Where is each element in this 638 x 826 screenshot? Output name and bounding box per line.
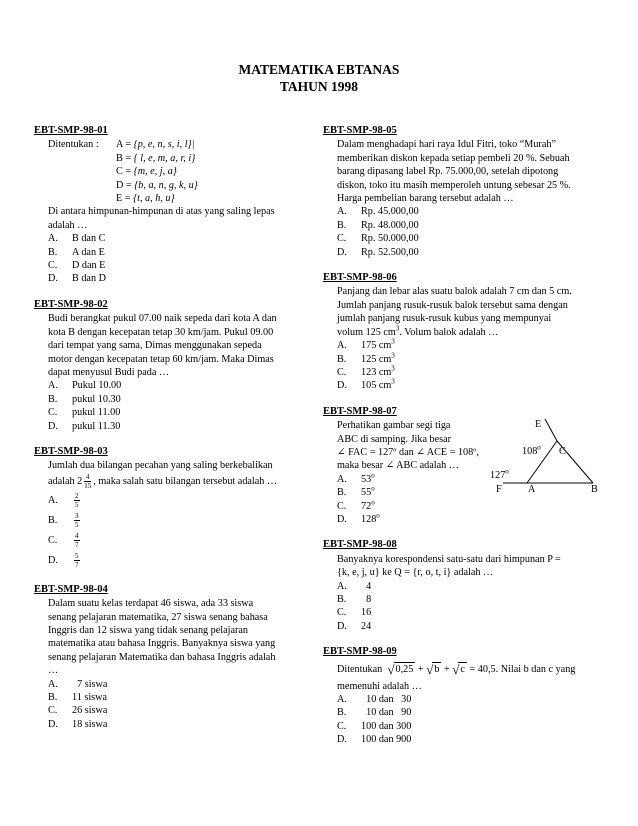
set-row: C = {m, e, j, a} [116, 166, 177, 178]
question-id: EBT-SMP-98-01 [34, 125, 108, 136]
question-text: matematika atau bahasa Inggris. Banyaknya siswa yang [48, 638, 276, 650]
answer-option: B. Rp. 48.000,00 [337, 219, 419, 231]
mixed-fraction: $\frac{4}{15}$ [84, 473, 92, 491]
question-02 [34, 298, 309, 433]
question-id: EBT-SMP-98-09 [323, 646, 397, 658]
label-C: C [559, 445, 566, 457]
answer-option: B. 8 [337, 594, 372, 605]
answer-option: C. D dan E [48, 260, 106, 272]
question-text: Perhatikan gambar segi tiga [337, 420, 451, 432]
question-text: Dalam suatu kelas terdapat 46 siswa, ada 33 siswa [48, 598, 254, 610]
set-row: Ditentukan : A = {p, e, n, s, i, l}| [48, 139, 195, 151]
question-text: barang dipasang label Rp. 75.000,00, setelah dipotong [337, 166, 559, 178]
question-text: adalah 2 $\frac{4}{15}$ , maka salah satu bilangan tersebut adalah … [48, 473, 278, 491]
question-text: Panjang dan lebar alas suatu balok adalah 7 cm dan 5 cm. [337, 286, 572, 298]
question-07 [323, 405, 613, 527]
answer-option: D. 18 siswa [48, 718, 108, 730]
answer-option: D. pukul 11.30 [48, 420, 121, 432]
set-row: E = {t, a, h, u} [116, 193, 175, 205]
question-id: EBT-SMP-98-02 [34, 298, 108, 310]
answer-option: C. 100 dan 300 [337, 720, 412, 732]
question-04 [34, 583, 309, 731]
question-text: adalah … [48, 219, 88, 231]
question-id: EBT-SMP-98-05 [323, 125, 397, 136]
answer-option: B. 125 $cm^3$ [337, 351, 395, 365]
question-text: Budi berangkat pukul 07.00 naik sepeda dari kota A dan [48, 313, 277, 325]
question-text: dari tempat yang sama, Dimas menggunakan sepeda [48, 340, 262, 352]
answer-option: C. 16 [337, 607, 372, 619]
answer-option: D. 100 dan 900 [337, 734, 412, 746]
left-column [34, 124, 309, 743]
answer-option: B. 10 dan 90 [337, 707, 412, 719]
question-text: senang pelajaran Matematika dan bahasa Inggris adalah [48, 651, 276, 663]
answer-option: A. 175 $cm^3$ [337, 337, 395, 352]
question-01 [34, 124, 309, 286]
question-text: Dalam menghadapi hari raya Idul Fitri, toko “Murah” [337, 139, 556, 151]
set-row: B = { l, e, m, a, r, i} [116, 152, 196, 164]
question-text: senang pelajaran matematika, 27 siswa senang bahasa [48, 611, 268, 623]
answer-option: C. pukul 11.00 [48, 407, 121, 419]
label-A: A [528, 483, 536, 495]
question-text: Inggris dan 12 siswa yang tidak senang pelajaran [48, 624, 249, 636]
answer-option: D. 24 [337, 620, 372, 632]
question-03 [34, 445, 309, 571]
answer-option: A. $\frac{2}{5}$ [48, 492, 79, 510]
answer-option: C. Rp. 50.000,00 [337, 233, 419, 245]
answer-option: A. Pukul 10.00 [48, 380, 122, 392]
question-text: ABC di samping. Jika besar [337, 433, 452, 445]
page-title: MATEMATIKA EBTANAS [238, 62, 400, 77]
answer-option: D. 105 $cm^3$ [337, 377, 395, 392]
answer-option: A. 10 dan 30 [337, 694, 412, 706]
right-column [323, 124, 613, 759]
answer-option: C. $\frac{4}{7}$ [48, 532, 79, 550]
question-text: memenuhi adalah … [337, 680, 422, 692]
question-text: dapat menyusul Budi pada … [48, 366, 170, 378]
question-text: {k, e, j, u} ke Q = {r, o, t, i} adalah … [337, 567, 494, 579]
question-text: motor dengan kecepatan tetap 60 km/jam. Maka Dimas [48, 353, 274, 365]
question-text: maka besar ∠ ABC adalah … [337, 460, 459, 472]
label-B: B [591, 483, 598, 495]
question-05 [323, 124, 613, 259]
question-text: kota B dengan kecepatan tetap 30 km/jam. Pukul 09.00 [48, 326, 274, 338]
answer-option: A. 7 siswa [48, 678, 108, 690]
question-id: EBT-SMP-98-03 [34, 445, 108, 457]
question-id: EBT-SMP-98-06 [323, 272, 397, 284]
answer-option: C. 26 siswa [48, 705, 108, 717]
question-09 [323, 645, 613, 746]
question-text: Banyaknya korespondensi satu-satu dari himpunan P = [337, 553, 561, 565]
label-F: F [496, 483, 502, 495]
answer-option: B. A dan E [48, 246, 105, 258]
question-id: EBT-SMP-98-07 [323, 405, 397, 417]
answer-option: C. 72$^o$ [337, 498, 375, 512]
question-text: Harga pembelian barang tersebut adalah … [337, 193, 514, 205]
answer-option: D. $\frac{5}{7}$ [48, 552, 79, 570]
question-08 [323, 538, 613, 633]
question-id: EBT-SMP-98-08 [323, 539, 397, 551]
question-id: EBT-SMP-98-04 [34, 583, 108, 595]
label-E: E [535, 418, 542, 430]
answer-option: D. 128$^o$ [337, 511, 380, 525]
answer-option: D. B dan D [48, 273, 106, 285]
answer-option: B. 55$^o$ [337, 484, 375, 499]
answer-option: A. 53$^o$ [337, 471, 375, 485]
question-text: Jumlah panjang rusuk-rusuk balok tersebut sama dengan [337, 299, 568, 311]
question-text: volum 125 $cm^3$. Volum balok adalah … [337, 324, 499, 338]
radical-icon: √ [387, 661, 395, 677]
set-row: D = {b, a, n, g, k, u} [116, 179, 198, 191]
angle-a-label: 127$^o$ [490, 467, 509, 481]
answer-option: A. Rp. 45.000,00 [337, 206, 419, 218]
answer-option: B. $\frac{3}{5}$ [48, 512, 79, 530]
triangle-figure [493, 413, 603, 493]
angle-c-label: 108$^o$ [522, 443, 541, 457]
radical-icon: √ [426, 661, 434, 677]
question-text: ∠ FAC = 127º dan ∠ ACE = 108º, [337, 446, 479, 458]
question-text: … [48, 665, 59, 677]
answer-option: C. 123 $cm^3$ [337, 364, 395, 378]
answer-option: D. Rp. 52.500,00 [337, 246, 419, 258]
answer-option: A. 4 [337, 580, 372, 592]
page-subtitle: TAHUN 1998 [279, 79, 359, 94]
radical-icon: √ [452, 661, 460, 677]
answer-option: B. pukul 10.30 [48, 393, 121, 405]
question-text: Di antara himpunan-himpunan di atas yang saling lepas [48, 206, 275, 218]
answer-option: A. B dan C [48, 233, 106, 245]
answer-option: B. 11 siswa [48, 692, 107, 703]
question-text: diskon, toko itu masih memperoleh untung sebesar 25 %. [337, 179, 571, 191]
question-text: jumlah panjang rusuk-rusuk kubus yang mempunyai [337, 313, 552, 325]
question-text: Ditentukan √ 0,25 + √ b + √ c = 40,5. Nilai b dan c yang [337, 661, 576, 677]
question-06 [323, 271, 613, 393]
question-text: memberikan diskon kepada setiap pembeli 20 %. Sebuah [337, 152, 570, 164]
question-text: Jumlah dua bilangan pecahan yang saling berkebalikan [48, 460, 273, 472]
